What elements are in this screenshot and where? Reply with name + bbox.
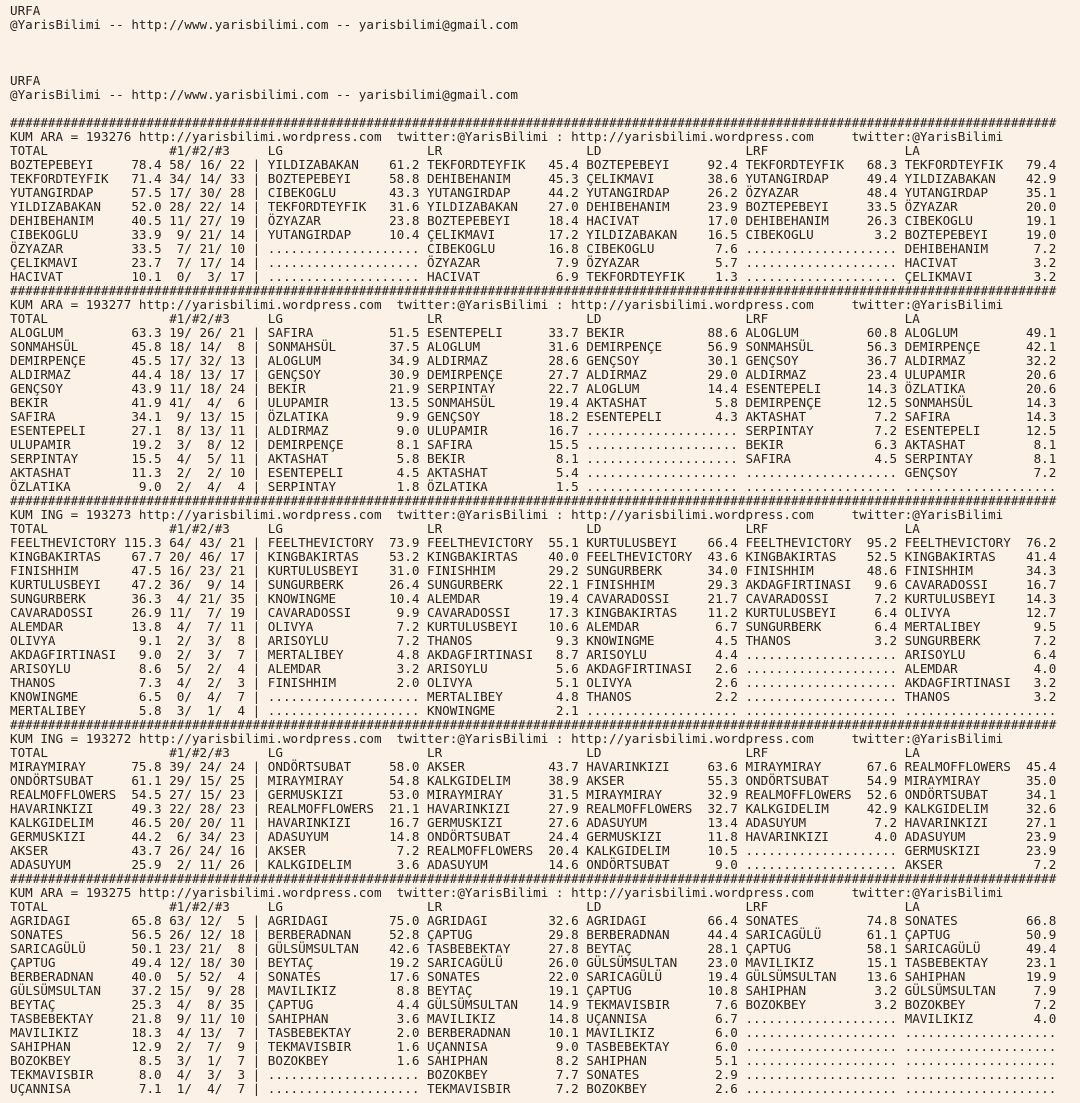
- stat-row: HACIVAT 10.1 0/ 3/ 17 | .................... HACIVAT 6.9 TEKFORDTEYFIK 1.3 .................... ÇELIKMAVI 3.2: [10, 269, 1057, 284]
- stat-row: KALKGIDELIM 46.5 20/ 20/ 11 | HAVARINKIZI 16.7 GERMUSKIZI 27.6 ADASUYUM 13.4 ADASUYUM 7.2 HAVARINKIZI 27.1: [10, 815, 1057, 830]
- stat-row: SARICAGÜLÜ 50.1 23/ 21/ 8 | GÜLSÜMSULTAN 42.6 TASBEBEKTAY 27.8 BEYTAÇ 28.1 ÇAPTUG 58.1 SARICAGÜLÜ 49.4: [10, 941, 1057, 956]
- section-block: [10, 494, 1080, 718]
- stat-row: MERTALIBEY 5.8 3/ 1/ 4 | .................... KNOWINGME 2.1 .................... .................... ....................: [10, 703, 1057, 718]
- section-block: [10, 284, 1080, 494]
- stat-row: ULUPAMIR 19.2 3/ 8/ 12 | DEMIRPENÇE 8.1 SAFIRA 15.5 .................... BEKIR 6.3 AKTASHAT 8.1: [10, 437, 1057, 452]
- stat-row: DEMIRPENÇE 45.5 17/ 32/ 13 | ALOGLUM 34.9 ALDIRMAZ 28.6 GENÇSOY 30.1 GENÇSOY 36.7 ALDIRMAZ 32.2: [10, 353, 1057, 368]
- stat-row: ARISOYLU 8.6 5/ 2/ 4 | ALEMDAR 3.2 ARISOYLU 5.6 AKDAGFIRTINASI 2.6 .................... ALEMDAR 4.0: [10, 661, 1057, 676]
- section-block: [10, 872, 1080, 1096]
- stat-row: AKSER 43.7 26/ 24/ 16 | AKSER 7.2 REALMOFFLOWERS 20.4 KALKGIDELIM 10.5 .................... GERMUSKIZI 23.9: [10, 843, 1057, 858]
- stat-row: AKDAGFIRTINASI 9.0 2/ 3/ 7 | MERTALIBEY 4.8 AKDAGFIRTINASI 8.7 ARISOYLU 4.4 .................... ARISOYLU 6.4: [10, 647, 1057, 662]
- stat-row: SONATES 56.5 26/ 12/ 18 | BERBERADNAN 52.8 ÇAPTUG 29.8 BERBERADNAN 44.4 SARICAGÜLÜ 61.1 ÇAPTUG 50.9: [10, 927, 1057, 942]
- stat-row: MAVILIKIZ 18.3 4/ 13/ 7 | TASBEBEKTAY 2.0 BERBERADNAN 10.1 MAVILIKIZ 6.0 .................... ....................: [10, 1025, 1057, 1040]
- stat-row: KURTULUSBEYI 47.2 36/ 9/ 14 | SUNGURBERK 26.4 SUNGURBERK 22.1 FINISHHIM 29.3 AKDAGFIRTINASI 9.6 CAVARADOSSI 16.7: [10, 577, 1057, 592]
- report-body: [10, 116, 1080, 1096]
- stat-row: CAVARADOSSI 26.9 11/ 7/ 19 | CAVARADOSSI 9.9 CAVARADOSSI 17.3 KINGBAKIRTAS 11.2 KURTULUSBEYI 6.4 OLIVYA 12.7: [10, 605, 1057, 620]
- contact-line: @YarisBilimi -- http://www.yarisbilimi.com -- yarisbilimi@gmail.com: [10, 87, 518, 102]
- stat-row: CIBEKOGLU 33.9 9/ 21/ 14 | YUTANGIRDAP 10.4 ÇELIKMAVI 17.2 YILDIZABAKAN 16.5 CIBEKOGLU 3.2 BOZTEPEBEYI 19.0: [10, 227, 1057, 242]
- column-header-line: TOTAL #1/#2/#3 LG LR LD LRF LA: [10, 745, 920, 760]
- stat-row: THANOS 7.3 4/ 2/ 3 | FINISHHIM 2.0 OLIVYA 5.1 OLIVYA 2.6 .................... AKDAGFIRTINASI 3.2: [10, 675, 1057, 690]
- stat-row: KINGBAKIRTAS 67.7 20/ 46/ 17 | KINGBAKIRTAS 53.2 KINGBAKIRTAS 40.0 FEELTHEVICTORY 43.6 KINGBAKIRTAS 52.5 KINGBAKIRTAS 41.4: [10, 549, 1057, 564]
- stat-row: YILDIZABAKAN 52.0 28/ 22/ 14 | TEKFORDTEYFIK 31.6 YILDIZABAKAN 27.0 DEHIBEHANIM 23.9 BOZTEPEBEYI 33.5 ÖZYAZAR 20.0: [10, 199, 1057, 214]
- stat-row: GENÇSOY 43.9 11/ 18/ 24 | BEKIR 21.9 SERPINTAY 22.7 ALOGLUM 14.4 ESENTEPELI 14.3 ÖZLATIKA 20.6: [10, 381, 1057, 396]
- stat-row: SAFIRA 34.1 9/ 13/ 15 | ÖZLATIKA 9.9 GENÇSOY 18.2 ESENTEPELI 4.3 AKTASHAT 7.2 SAFIRA 14.3: [10, 409, 1057, 424]
- blank: [10, 60, 1080, 74]
- contact-line: @YarisBilimi -- http://www.yarisbilimi.com -- yarisbilimi@gmail.com: [10, 17, 518, 32]
- stat-row: YUTANGIRDAP 57.5 17/ 30/ 28 | CIBEKOGLU 43.3 YUTANGIRDAP 44.2 YUTANGIRDAP 26.2 ÖZYAZAR 48.4 YUTANGIRDAP 35.1: [10, 185, 1057, 200]
- stat-row: SONMAHSÜL 45.8 18/ 14/ 8 | SONMAHSÜL 37.5 ALOGLUM 31.6 DEMIRPENÇE 56.9 SONMAHSÜL 56.3 DEMIRPENÇE 42.1: [10, 339, 1057, 354]
- section-header-line: KUM ARA = 193275 http://yarisbilimi.wordpress.com twitter:@YarisBilimi : http://yarisbilimi.wordpress.com twitter:@YarisBilimi: [10, 885, 1004, 900]
- stat-row: TASBEBEKTAY 21.8 9/ 11/ 10 | SAHIPHAN 3.6 MAVILIKIZ 14.8 UÇANNISA 6.7 .................... MAVILIKIZ 4.0: [10, 1011, 1057, 1026]
- stat-row: AGRIDAGI 65.8 63/ 12/ 5 | AGRIDAGI 75.0 AGRIDAGI 32.6 AGRIDAGI 66.4 SONATES 74.8 SONATES 66.8: [10, 913, 1057, 928]
- section-block: [10, 116, 1080, 284]
- stat-row: ÖZYAZAR 33.5 7/ 21/ 10 | .................... CIBEKOGLU 16.8 CIBEKOGLU 7.6 .................... DEHIBEHANIM 7.2: [10, 241, 1057, 256]
- stat-row: HAVARINKIZI 49.3 22/ 28/ 23 | REALMOFFLOWERS 21.1 HAVARINKIZI 27.9 REALMOFFLOWERS 32.7 KALKGIDELIM 42.9 KALKGIDELIM 32.6: [10, 801, 1057, 816]
- stat-row: ONDÖRTSUBAT 61.1 29/ 15/ 25 | MIRAYMIRAY 54.8 KALKGIDELIM 38.9 AKSER 55.3 ONDÖRTSUBAT 54.9 MIRAYMIRAY 35.0: [10, 773, 1057, 788]
- stat-row: TEKFORDTEYFIK 71.4 34/ 14/ 33 | BOZTEPEBEYI 58.8 DEHIBEHANIM 45.3 ÇELIKMAVI 38.6 YUTANGIRDAP 49.4 YILDIZABAKAN 42.9: [10, 171, 1057, 186]
- stat-row: SERPINTAY 15.5 4/ 5/ 11 | AKTASHAT 5.8 BEKIR 8.1 .................... SAFIRA 4.5 SERPINTAY 8.1: [10, 451, 1057, 466]
- stat-row: MIRAYMIRAY 75.8 39/ 24/ 24 | ONDÖRTSUBAT 58.0 AKSER 43.7 HAVARINKIZI 63.6 MIRAYMIRAY 67.6 REALMOFFLOWERS 45.4: [10, 759, 1057, 774]
- separator-line: ##########################################################################################################################################: [10, 871, 1057, 886]
- column-header-line: TOTAL #1/#2/#3 LG LR LD LRF LA: [10, 899, 920, 914]
- stat-row: GERMUSKIZI 44.2 6/ 34/ 23 | ADASUYUM 14.8 ONDÖRTSUBAT 24.4 GERMUSKIZI 11.8 HAVARINKIZI 4.0 ADASUYUM 23.9: [10, 829, 1057, 844]
- masthead: [10, 4, 1080, 116]
- stat-row: SAHIPHAN 12.9 2/ 7/ 9 | TEKMAVISBIR 1.6 UÇANNISA 9.0 TASBEBEKTAY 6.0 .................... ....................: [10, 1039, 1057, 1054]
- stat-row: ÇAPTUG 49.4 12/ 18/ 30 | BEYTAÇ 19.2 SARICAGÜLÜ 26.0 GÜLSÜMSULTAN 23.0 MAVILIKIZ 15.1 TASBEBEKTAY 23.1: [10, 955, 1057, 970]
- stat-row: ÇELIKMAVI 23.7 7/ 17/ 14 | .................... ÖZYAZAR 7.9 ÖZYAZAR 5.7 .................... HACIVAT 3.2: [10, 255, 1057, 270]
- stat-row: BOZOKBEY 8.5 3/ 1/ 7 | BOZOKBEY 1.6 SAHIPHAN 8.2 SAHIPHAN 5.1 .................... ....................: [10, 1053, 1057, 1068]
- stat-row: ESENTEPELI 27.1 8/ 13/ 11 | ALDIRMAZ 9.0 ULUPAMIR 16.7 .................... SERPINTAY 7.2 ESENTEPELI 12.5: [10, 423, 1057, 438]
- stat-row: ALOGLUM 63.3 19/ 26/ 21 | SAFIRA 51.5 ESENTEPELI 33.7 BEKIR 88.6 ALOGLUM 60.8 ALOGLUM 49.1: [10, 325, 1057, 340]
- station-name: URFA: [10, 3, 41, 18]
- stat-row: BEYTAÇ 25.3 4/ 8/ 35 | ÇAPTUG 4.4 GÜLSÜMSULTAN 14.9 TEKMAVISBIR 7.6 BOZOKBEY 3.2 BOZOKBEY 7.2: [10, 997, 1057, 1012]
- stat-row: OLIVYA 9.1 2/ 3/ 8 | ARISOYLU 7.2 THANOS 9.3 KNOWINGME 4.5 THANOS 3.2 SUNGURBERK 7.2: [10, 633, 1057, 648]
- stat-row: AKTASHAT 11.3 2/ 2/ 10 | ESENTEPELI 4.5 AKTASHAT 5.4 .................... .................... GENÇSOY 7.2: [10, 465, 1057, 480]
- column-header-line: TOTAL #1/#2/#3 LG LR LD LRF LA: [10, 311, 920, 326]
- separator-line: ##########################################################################################################################################: [10, 283, 1057, 298]
- stat-row: ALDIRMAZ 44.4 18/ 13/ 17 | GENÇSOY 30.9 DEMIRPENÇE 27.7 ALDIRMAZ 29.0 ALDIRMAZ 23.4 ULUPAMIR 20.6: [10, 367, 1057, 382]
- stat-row: DEHIBEHANIM 40.5 11/ 27/ 19 | ÖZYAZAR 23.8 BOZTEPEBEYI 18.4 HACIVAT 17.0 DEHIBEHANIM 26.3 CIBEKOGLU 19.1: [10, 213, 1057, 228]
- column-header-line: TOTAL #1/#2/#3 LG LR LD LRF LA: [10, 143, 920, 158]
- stat-row: SUNGURBERK 36.3 4/ 21/ 35 | KNOWINGME 10.4 ALEMDAR 19.4 CAVARADOSSI 21.7 CAVARADOSSI 7.2 KURTULUSBEYI 14.3: [10, 591, 1057, 606]
- stat-row: BOZTEPEBEYI 78.4 58/ 16/ 22 | YILDIZABAKAN 61.2 TEKFORDTEYFIK 45.4 BOZTEPEBEYI 92.4 TEKFORDTEYFIK 68.3 TEKFORDTEYFIK 79.4: [10, 157, 1057, 172]
- blank: [10, 32, 1080, 46]
- separator-line: ##########################################################################################################################################: [10, 115, 1057, 130]
- stat-row: FEELTHEVICTORY 115.3 64/ 43/ 21 | FEELTHEVICTORY 73.9 FEELTHEVICTORY 55.1 KURTULUSBEYI 66.4 FEELTHEVICTORY 95.2 FEELTHEVICTORY 76.2: [10, 535, 1057, 550]
- section-block: [10, 718, 1080, 872]
- stat-row: KNOWINGME 6.5 0/ 4/ 7 | .................... MERTALIBEY 4.8 THANOS 2.2 .................... THANOS 3.2: [10, 689, 1057, 704]
- section-header-line: KUM ARA = 193276 http://yarisbilimi.wordpress.com twitter:@YarisBilimi : http://yarisbilimi.wordpress.com twitter:@YarisBilimi: [10, 129, 1004, 144]
- section-header-line: KUM ING = 193273 http://yarisbilimi.wordpress.com twitter:@YarisBilimi : http://yarisbilimi.wordpress.com twitter:@YarisBilimi: [10, 507, 1004, 522]
- stat-row: TEKMAVISBIR 8.0 4/ 3/ 3 | .................... BOZOKBEY 7.7 SONATES 2.9 .................... ....................: [10, 1067, 1057, 1082]
- stat-row: BERBERADNAN 40.0 5/ 52/ 4 | SONATES 17.6 SONATES 22.0 SARICAGÜLÜ 19.4 GÜLSÜMSULTAN 13.6 SAHIPHAN 19.9: [10, 969, 1057, 984]
- stat-row: ÖZLATIKA 9.0 2/ 4/ 4 | SERPINTAY 1.8 ÖZLATIKA 1.5 .................... .................... ....................: [10, 479, 1057, 494]
- blank: [10, 46, 1080, 60]
- section-header-line: KUM ING = 193272 http://yarisbilimi.wordpress.com twitter:@YarisBilimi : http://yarisbilimi.wordpress.com twitter:@YarisBilimi: [10, 731, 1004, 746]
- station-name: URFA: [10, 73, 41, 88]
- stat-row: BEKIR 41.9 41/ 4/ 6 | ULUPAMIR 13.5 SONMAHSÜL 19.4 AKTASHAT 5.8 DEMIRPENÇE 12.5 SONMAHSÜL 14.3: [10, 395, 1057, 410]
- separator-line: ##########################################################################################################################################: [10, 493, 1057, 508]
- blank: [10, 102, 1080, 116]
- stat-row: GÜLSÜMSULTAN 37.2 15/ 9/ 28 | MAVILIKIZ 8.8 BEYTAÇ 19.1 ÇAPTUG 10.8 SAHIPHAN 3.2 GÜLSÜMSULTAN 7.9: [10, 983, 1057, 998]
- stat-row: REALMOFFLOWERS 54.5 27/ 15/ 23 | GERMUSKIZI 53.0 MIRAYMIRAY 31.5 MIRAYMIRAY 32.9 REALMOFFLOWERS 52.6 ONDÖRTSUBAT 34.1: [10, 787, 1057, 802]
- stat-row: ALEMDAR 13.8 4/ 7/ 11 | OLIVYA 7.2 KURTULUSBEYI 10.6 ALEMDAR 6.7 SUNGURBERK 6.4 MERTALIBEY 9.5: [10, 619, 1057, 634]
- separator-line: ##########################################################################################################################################: [10, 717, 1057, 732]
- column-header-line: TOTAL #1/#2/#3 LG LR LD LRF LA: [10, 521, 920, 536]
- stat-row: UÇANNISA 7.1 1/ 4/ 7 | .................... TEKMAVISBIR 7.2 BOZOKBEY 2.6 .................... ....................: [10, 1081, 1057, 1096]
- stat-row: FINISHHIM 47.5 16/ 23/ 21 | KURTULUSBEYI 31.0 FINISHHIM 29.2 SUNGURBERK 34.0 FINISHHIM 48.6 FINISHHIM 34.3: [10, 563, 1057, 578]
- stat-row: ADASUYUM 25.9 2/ 11/ 26 | KALKGIDELIM 3.6 ADASUYUM 14.6 ONDÖRTSUBAT 9.0 .................... AKSER 7.2: [10, 857, 1057, 872]
- section-header-line: KUM ARA = 193277 http://yarisbilimi.wordpress.com twitter:@YarisBilimi : http://yarisbilimi.wordpress.com twitter:@YarisBilimi: [10, 297, 1004, 312]
